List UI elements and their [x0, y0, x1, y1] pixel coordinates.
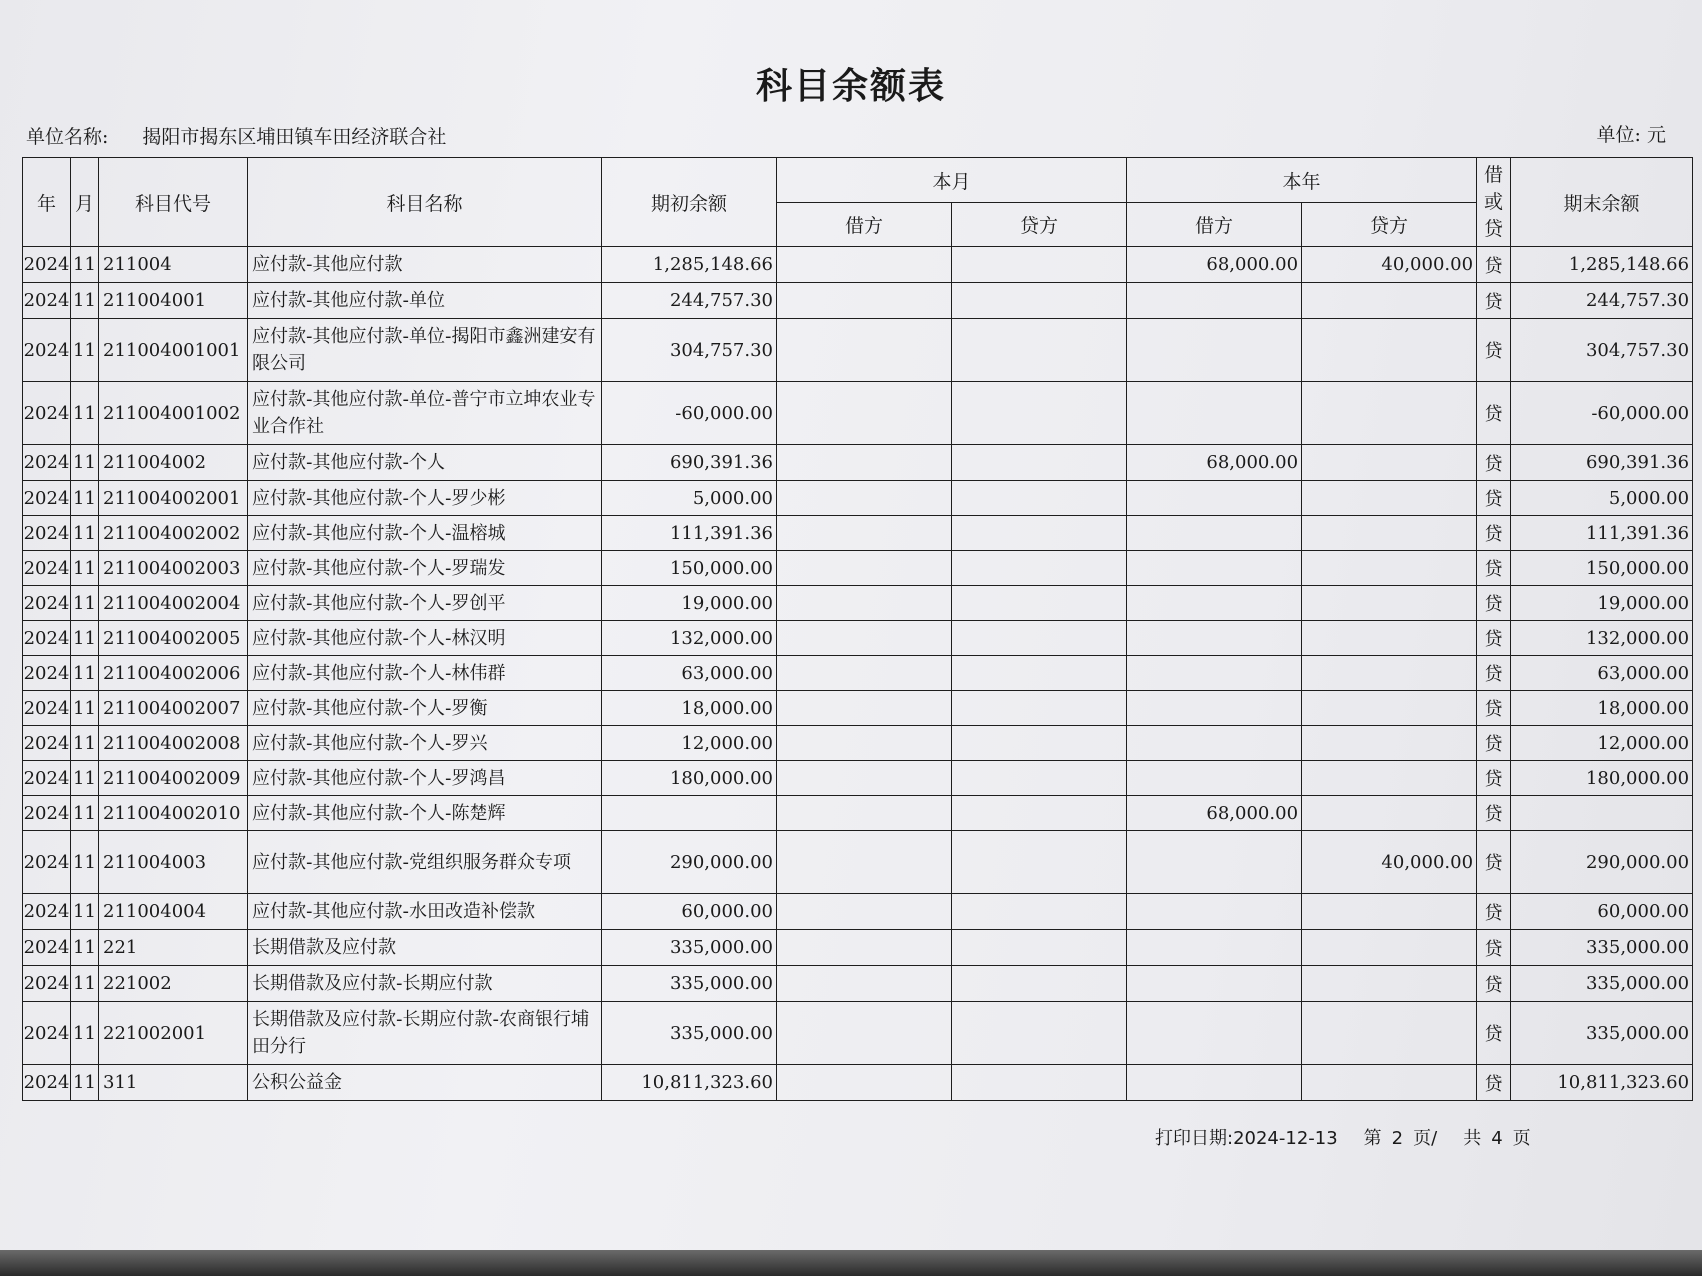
cell-name: 应付款-其他应付款-个人-林汉明: [248, 621, 602, 656]
cell-month-debit: [777, 894, 952, 930]
cell-closing: 335,000.00: [1511, 1002, 1693, 1065]
cell-year-credit: [1302, 1002, 1477, 1065]
cell-code: 211004001002: [99, 382, 248, 445]
cell-code: 211004002009: [99, 761, 248, 796]
cell-year: 2024: [23, 894, 71, 930]
cell-closing: 63,000.00: [1511, 656, 1693, 691]
table-row: [23, 831, 1693, 894]
cell-code: 211004001: [99, 283, 248, 319]
cell-month-debit: [777, 621, 952, 656]
cell-month: 11: [71, 551, 99, 586]
cell-closing: 290,000.00: [1511, 831, 1693, 894]
cell-direction: 贷: [1477, 382, 1511, 445]
cell-year-debit: [1127, 283, 1302, 319]
cell-year: 2024: [23, 726, 71, 761]
cell-opening: 18,000.00: [602, 691, 777, 726]
cell-year: 2024: [23, 691, 71, 726]
cell-month: 11: [71, 691, 99, 726]
cell-year: 2024: [23, 656, 71, 691]
cell-code: 211004002008: [99, 726, 248, 761]
cell-year-debit: [1127, 966, 1302, 1002]
cell-year-credit: [1302, 586, 1477, 621]
cell-direction: 贷: [1477, 1065, 1511, 1101]
cell-month-credit: [952, 796, 1127, 831]
cell-name: 应付款-其他应付款-水田改造补偿款: [248, 894, 602, 930]
cell-year: 2024: [23, 481, 71, 516]
cell-direction: 贷: [1477, 831, 1511, 894]
cell-year-debit: [1127, 382, 1302, 445]
page-prefix: 第: [1363, 1128, 1382, 1149]
header-closing: 期末余额: [1511, 158, 1693, 247]
cell-year-debit: [1127, 831, 1302, 894]
cell-year-debit: [1127, 551, 1302, 586]
cell-year-credit: [1302, 894, 1477, 930]
currency-unit: 单位: 元: [1596, 124, 1666, 146]
unit-name-line: [26, 122, 446, 149]
cell-month: 11: [71, 382, 99, 445]
cell-closing: 18,000.00: [1511, 691, 1693, 726]
cell-name: 应付款-其他应付款-单位-普宁市立坤农业专业合作社: [248, 382, 602, 445]
cell-month-debit: [777, 283, 952, 319]
cell-month-debit: [777, 691, 952, 726]
cell-name: 应付款-其他应付款-个人-罗创平: [248, 586, 602, 621]
cell-name: 应付款-其他应付款-个人-罗少彬: [248, 481, 602, 516]
table-row: [23, 796, 1693, 831]
cell-name: 长期借款及应付款: [248, 930, 602, 966]
cell-month-credit: [952, 382, 1127, 445]
cell-year: 2024: [23, 516, 71, 551]
cell-opening: 12,000.00: [602, 726, 777, 761]
cell-year-debit: 68,000.00: [1127, 247, 1302, 283]
cell-month-debit: [777, 382, 952, 445]
cell-month-debit: [777, 319, 952, 382]
header-year: 年: [23, 158, 71, 247]
cell-month: 11: [71, 930, 99, 966]
cell-code: 211004002003: [99, 551, 248, 586]
cell-opening: 304,757.30: [602, 319, 777, 382]
cell-month: 11: [71, 1065, 99, 1101]
cell-year-debit: [1127, 894, 1302, 930]
cell-month-credit: [952, 691, 1127, 726]
cell-opening: 63,000.00: [602, 656, 777, 691]
cell-year-debit: [1127, 930, 1302, 966]
cell-month-credit: [952, 761, 1127, 796]
cell-month: 11: [71, 656, 99, 691]
table-row: [23, 586, 1693, 621]
table-row: [23, 481, 1693, 516]
cell-direction: 贷: [1477, 656, 1511, 691]
cell-year-credit: [1302, 621, 1477, 656]
cell-name: 应付款-其他应付款-单位-揭阳市鑫洲建安有限公司: [248, 319, 602, 382]
table-row: [23, 445, 1693, 481]
cell-month-debit: [777, 796, 952, 831]
unit-name-value: 揭阳市揭东区埔田镇车田经济联合社: [142, 126, 447, 148]
cell-month-debit: [777, 481, 952, 516]
cell-name: 应付款-其他应付款-个人-陈楚辉: [248, 796, 602, 831]
cell-month-debit: [777, 516, 952, 551]
cell-year-credit: [1302, 319, 1477, 382]
cell-month-debit: [777, 966, 952, 1002]
cell-closing: 5,000.00: [1511, 481, 1693, 516]
cell-code: 211004002: [99, 445, 248, 481]
cell-year-debit: [1127, 481, 1302, 516]
cell-year-debit: [1127, 656, 1302, 691]
table-row: [23, 516, 1693, 551]
total-prefix: 共: [1463, 1128, 1482, 1149]
cell-year-credit: [1302, 656, 1477, 691]
cell-month-credit: [952, 726, 1127, 761]
cell-direction: 贷: [1477, 283, 1511, 319]
table-row: [23, 656, 1693, 691]
cell-opening: 290,000.00: [602, 831, 777, 894]
cell-month: 11: [71, 621, 99, 656]
cell-month: 11: [71, 1002, 99, 1065]
cell-month: 11: [71, 247, 99, 283]
table-header: [23, 158, 1693, 247]
cell-code: 211004003: [99, 831, 248, 894]
cell-code: 211004002010: [99, 796, 248, 831]
cell-year: 2024: [23, 319, 71, 382]
cell-code: 211004004: [99, 894, 248, 930]
cell-month-debit: [777, 445, 952, 481]
cell-closing: -60,000.00: [1511, 382, 1693, 445]
print-footer: [1155, 1124, 1541, 1150]
cell-month-debit: [777, 551, 952, 586]
cell-month-credit: [952, 894, 1127, 930]
cell-month: 11: [71, 445, 99, 481]
table-row: [23, 726, 1693, 761]
cell-name: 应付款-其他应付款-个人-罗鸿昌: [248, 761, 602, 796]
cell-code: 211004002007: [99, 691, 248, 726]
page-current: 2: [1391, 1128, 1404, 1149]
cell-name: 应付款-其他应付款: [248, 247, 602, 283]
table-row: [23, 621, 1693, 656]
cell-opening: 19,000.00: [602, 586, 777, 621]
cell-month-credit: [952, 481, 1127, 516]
cell-closing: 150,000.00: [1511, 551, 1693, 586]
cell-year-credit: [1302, 516, 1477, 551]
cell-year-debit: [1127, 1002, 1302, 1065]
table-row: [23, 894, 1693, 930]
cell-opening: 132,000.00: [602, 621, 777, 656]
header-month-credit: 贷方: [952, 203, 1127, 247]
cell-name: 应付款-其他应付款-个人-温榕城: [248, 516, 602, 551]
cell-opening: 10,811,323.60: [602, 1065, 777, 1101]
cell-year-credit: 40,000.00: [1302, 247, 1477, 283]
cell-direction: 贷: [1477, 551, 1511, 586]
cell-opening: 335,000.00: [602, 930, 777, 966]
cell-month-credit: [952, 283, 1127, 319]
cell-month-credit: [952, 1002, 1127, 1065]
header-this-year: 本年: [1127, 158, 1477, 203]
cell-month-credit: [952, 831, 1127, 894]
cell-year: 2024: [23, 930, 71, 966]
cell-year: 2024: [23, 1065, 71, 1101]
table-row: [23, 1065, 1693, 1101]
header-year-debit: 借方: [1127, 203, 1302, 247]
cell-month-credit: [952, 516, 1127, 551]
cell-month-debit: [777, 1002, 952, 1065]
cell-code: 221002: [99, 966, 248, 1002]
cell-year-credit: [1302, 445, 1477, 481]
cell-year-credit: [1302, 726, 1477, 761]
cell-opening: 335,000.00: [602, 1002, 777, 1065]
cell-month-debit: [777, 1065, 952, 1101]
cell-month-credit: [952, 247, 1127, 283]
cell-year-credit: [1302, 796, 1477, 831]
cell-direction: 贷: [1477, 516, 1511, 551]
cell-opening: 60,000.00: [602, 894, 777, 930]
cell-opening: 111,391.36: [602, 516, 777, 551]
balance-table: [22, 157, 1693, 1101]
cell-opening: 1,285,148.66: [602, 247, 777, 283]
cell-name: 公积公益金: [248, 1065, 602, 1101]
cell-name: 长期借款及应付款-长期应付款: [248, 966, 602, 1002]
report-title: 科目余额表: [755, 66, 946, 107]
page-total: 4: [1491, 1128, 1503, 1149]
cell-code: 221002001: [99, 1002, 248, 1065]
cell-direction: 贷: [1477, 1002, 1511, 1065]
print-date: 打印日期:2024-12-13: [1155, 1128, 1338, 1149]
cell-year: 2024: [23, 1002, 71, 1065]
cell-opening: 180,000.00: [602, 761, 777, 796]
cell-closing: 335,000.00: [1511, 966, 1693, 1002]
cell-month: 11: [71, 481, 99, 516]
table-row: [23, 551, 1693, 586]
cell-direction: 贷: [1477, 586, 1511, 621]
cell-closing: 1,285,148.66: [1511, 247, 1693, 283]
cell-code: 211004001001: [99, 319, 248, 382]
cell-year: 2024: [23, 586, 71, 621]
cell-month-credit: [952, 445, 1127, 481]
table-row: [23, 930, 1693, 966]
cell-code: 211004002004: [99, 586, 248, 621]
cell-month: 11: [71, 283, 99, 319]
cell-month-debit: [777, 726, 952, 761]
cell-year: 2024: [23, 966, 71, 1002]
cell-month: 11: [71, 516, 99, 551]
cell-month-credit: [952, 966, 1127, 1002]
cell-opening: [602, 796, 777, 831]
cell-closing: 132,000.00: [1511, 621, 1693, 656]
cell-year-credit: [1302, 481, 1477, 516]
cell-month-debit: [777, 831, 952, 894]
cell-direction: 贷: [1477, 445, 1511, 481]
cell-month: 11: [71, 966, 99, 1002]
cell-year: 2024: [23, 445, 71, 481]
table-row: [23, 761, 1693, 796]
cell-year-credit: [1302, 930, 1477, 966]
cell-month-credit: [952, 621, 1127, 656]
cell-name: 应付款-其他应付款-个人: [248, 445, 602, 481]
cell-direction: 贷: [1477, 621, 1511, 656]
cell-year: 2024: [23, 621, 71, 656]
cell-name: 长期借款及应付款-长期应付款-农商银行埔田分行: [248, 1002, 602, 1065]
cell-closing: 111,391.36: [1511, 516, 1693, 551]
cell-closing: 12,000.00: [1511, 726, 1693, 761]
cell-month-credit: [952, 319, 1127, 382]
cell-direction: 贷: [1477, 796, 1511, 831]
cell-year: 2024: [23, 831, 71, 894]
cell-closing: [1511, 796, 1693, 831]
cell-code: 211004002005: [99, 621, 248, 656]
cell-year-credit: [1302, 1065, 1477, 1101]
cell-closing: 304,757.30: [1511, 319, 1693, 382]
cell-month-credit: [952, 586, 1127, 621]
cell-year: 2024: [23, 247, 71, 283]
cell-code: 221: [99, 930, 248, 966]
cell-name: 应付款-其他应付款-个人-罗瑞发: [248, 551, 602, 586]
cell-year-debit: [1127, 726, 1302, 761]
cell-year-debit: [1127, 691, 1302, 726]
cell-direction: 贷: [1477, 761, 1511, 796]
table-body: [23, 247, 1693, 1101]
cell-year-debit: [1127, 319, 1302, 382]
cell-month: 11: [71, 586, 99, 621]
cell-closing: 244,757.30: [1511, 283, 1693, 319]
cell-code: 211004002006: [99, 656, 248, 691]
cell-direction: 贷: [1477, 726, 1511, 761]
total-suffix: 页: [1512, 1128, 1531, 1149]
header-name: 科目名称: [248, 158, 602, 247]
cell-name: 应付款-其他应付款-个人-罗衡: [248, 691, 602, 726]
header-year-credit: 贷方: [1302, 203, 1477, 247]
unit-name-label: 单位名称:: [26, 126, 109, 148]
cell-month-debit: [777, 930, 952, 966]
cell-direction: 贷: [1477, 930, 1511, 966]
cell-year-credit: [1302, 966, 1477, 1002]
table-row: [23, 283, 1693, 319]
cell-month-credit: [952, 551, 1127, 586]
cell-month: 11: [71, 319, 99, 382]
cell-month-debit: [777, 656, 952, 691]
table-row: [23, 382, 1693, 445]
cell-code: 311: [99, 1065, 248, 1101]
header-direction: 借或贷: [1477, 158, 1511, 247]
cell-month-credit: [952, 930, 1127, 966]
cell-year: 2024: [23, 283, 71, 319]
cell-name: 应付款-其他应付款-个人-林伟群: [248, 656, 602, 691]
cell-month-debit: [777, 247, 952, 283]
cell-year: 2024: [23, 551, 71, 586]
page-suffix: 页/: [1413, 1128, 1438, 1149]
cell-year: 2024: [23, 761, 71, 796]
cell-name: 应付款-其他应付款-个人-罗兴: [248, 726, 602, 761]
table-row: [23, 691, 1693, 726]
cell-year: 2024: [23, 382, 71, 445]
table-row: [23, 966, 1693, 1002]
cell-opening: -60,000.00: [602, 382, 777, 445]
cell-name: 应付款-其他应付款-单位: [248, 283, 602, 319]
cell-year-credit: 40,000.00: [1302, 831, 1477, 894]
table-row: [23, 247, 1693, 283]
cell-direction: 贷: [1477, 481, 1511, 516]
cell-year-credit: [1302, 283, 1477, 319]
table-row: [23, 319, 1693, 382]
cell-year-debit: [1127, 586, 1302, 621]
background-surface: [0, 1250, 1702, 1276]
cell-month-debit: [777, 761, 952, 796]
cell-opening: 5,000.00: [602, 481, 777, 516]
cell-code: 211004: [99, 247, 248, 283]
cell-year-credit: [1302, 551, 1477, 586]
cell-year-credit: [1302, 761, 1477, 796]
cell-closing: 180,000.00: [1511, 761, 1693, 796]
cell-opening: 150,000.00: [602, 551, 777, 586]
cell-year: 2024: [23, 796, 71, 831]
cell-code: 211004002001: [99, 481, 248, 516]
cell-opening: 244,757.30: [602, 283, 777, 319]
cell-year-credit: [1302, 382, 1477, 445]
header-code: 科目代号: [99, 158, 248, 247]
cell-year-debit: [1127, 621, 1302, 656]
cell-month-credit: [952, 1065, 1127, 1101]
header-month-debit: 借方: [777, 203, 952, 247]
cell-direction: 贷: [1477, 247, 1511, 283]
cell-direction: 贷: [1477, 894, 1511, 930]
cell-month: 11: [71, 761, 99, 796]
cell-closing: 10,811,323.60: [1511, 1065, 1693, 1101]
cell-closing: 19,000.00: [1511, 586, 1693, 621]
cell-year-debit: [1127, 761, 1302, 796]
cell-direction: 贷: [1477, 319, 1511, 382]
cell-year-credit: [1302, 691, 1477, 726]
cell-closing: 690,391.36: [1511, 445, 1693, 481]
cell-closing: 60,000.00: [1511, 894, 1693, 930]
cell-month: 11: [71, 726, 99, 761]
cell-direction: 贷: [1477, 966, 1511, 1002]
cell-direction: 贷: [1477, 691, 1511, 726]
header-opening: 期初余额: [602, 158, 777, 247]
cell-year-debit: [1127, 1065, 1302, 1101]
cell-opening: 335,000.00: [602, 966, 777, 1002]
cell-month-credit: [952, 656, 1127, 691]
cell-year-debit: [1127, 516, 1302, 551]
header-month: 月: [71, 158, 99, 247]
cell-month-debit: [777, 586, 952, 621]
cell-year-debit: 68,000.00: [1127, 445, 1302, 481]
cell-month: 11: [71, 894, 99, 930]
header-this-month: 本月: [777, 158, 1127, 203]
cell-month: 11: [71, 831, 99, 894]
cell-closing: 335,000.00: [1511, 930, 1693, 966]
cell-year-debit: 68,000.00: [1127, 796, 1302, 831]
cell-code: 211004002002: [99, 516, 248, 551]
cell-opening: 690,391.36: [602, 445, 777, 481]
cell-month: 11: [71, 796, 99, 831]
cell-name: 应付款-其他应付款-党组织服务群众专项: [248, 831, 602, 894]
table-row: [23, 1002, 1693, 1065]
